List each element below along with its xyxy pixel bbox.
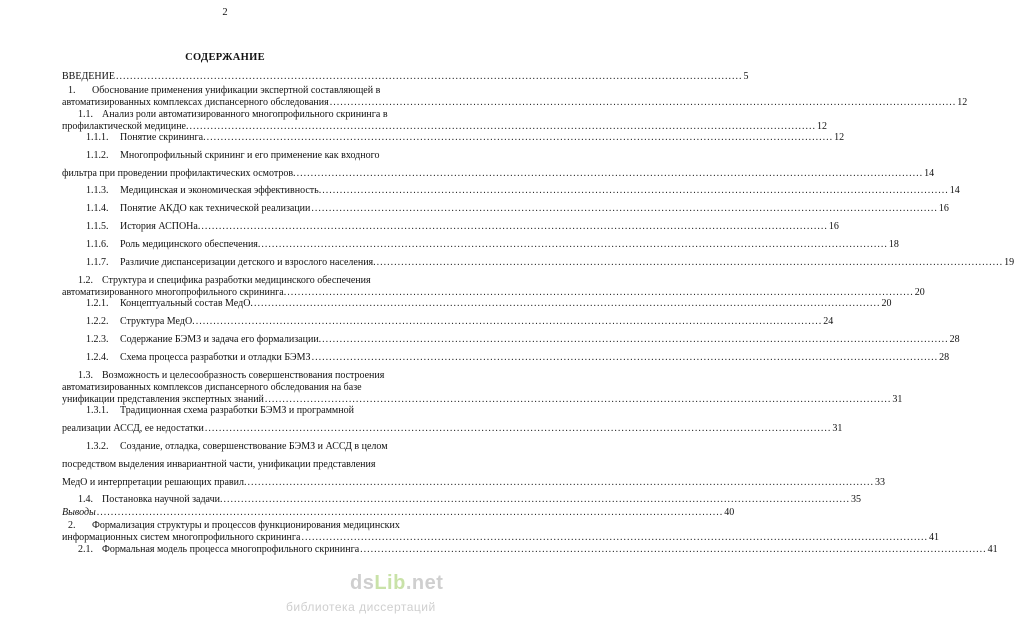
toc-leader-dots: ................................................................................................................................................................................... [311, 203, 938, 214]
watermark [286, 572, 446, 620]
toc-leader-dots: ................................................................................................................................................................................... [115, 71, 743, 82]
toc-entry-page: 28 [949, 334, 960, 345]
toc-entry-text: Постановка научной задачи. [102, 494, 223, 505]
toc-line [102, 544, 998, 555]
toc-leader-dots: ................................................................................................................................................................................... [376, 257, 1004, 268]
toc-entry-text: Медицинская и экономическая эффективность. [120, 185, 322, 196]
toc-entry-page: 20 [914, 287, 925, 298]
toc-entry-text-continued: посредством выделения инвариантной части, унификации представления [62, 459, 376, 470]
toc-leader-dots: ................................................................................................................................................................................... [247, 477, 874, 488]
toc-leader-dots: ................................................................................................................................................................................... [301, 532, 928, 543]
toc-entry-text: автоматизированного многопрофильного скрининга. [62, 287, 287, 298]
toc-entry-text: Схема процесса разработки и отладки БЭМЗ [120, 352, 311, 363]
page-number: 2 [222, 7, 228, 18]
toc-entry-text: Различие диспансеризации детского и взрослого населения. [120, 257, 376, 268]
toc-entry-page: 31 [832, 423, 843, 434]
toc-entry-text: унификации представления экспертных знаний [62, 394, 264, 405]
toc-entry-page: 5 [743, 71, 749, 82]
page-title: СОДЕРЖАНИЕ [185, 52, 265, 63]
toc-entry-number: 2. [68, 520, 76, 531]
toc-entry-text: Формализация структуры и процессов функционирования медицинских [92, 520, 400, 531]
toc-entry-page: 14 [949, 185, 960, 196]
toc-line [62, 71, 749, 82]
toc-line [120, 298, 892, 309]
toc-entry-page: 40 [724, 507, 735, 518]
toc-entry-number: 1.2.3. [86, 334, 109, 345]
toc-entry-page: 31 [892, 394, 903, 405]
toc-entry-page: 12 [834, 132, 845, 143]
toc-entry-page: 19 [1004, 257, 1014, 268]
toc-entry-page: 35 [850, 494, 861, 505]
toc-leader-dots: ................................................................................................................................................................................... [329, 97, 957, 108]
toc-entry-text: Выводы [62, 507, 96, 518]
toc-leader-dots: ................................................................................................................................................................................... [296, 168, 924, 179]
toc-entry-page: 28 [939, 352, 950, 363]
toc-leader-dots: ................................................................................................................................................................................... [189, 121, 816, 132]
toc-entry-text: Содержание БЭМЗ и задача его формализации. [120, 334, 322, 345]
toc-entry-text: Роль медицинского обеспечения. [120, 239, 261, 250]
toc-entry-number: 1.1.7. [86, 257, 109, 268]
toc-line [62, 423, 843, 434]
toc-entry-text: Структура МедО. [120, 316, 195, 327]
toc-entry-page: 12 [816, 121, 827, 132]
toc-entry-text: автоматизированных комплексах диспансерного обследования [62, 97, 329, 108]
toc-entry-number: 1.1.6. [86, 239, 109, 250]
toc-leader-dots: ................................................................................................................................................................................... [360, 544, 987, 555]
toc-entry-number: 1.3. [78, 370, 93, 381]
toc-entry-text: История АСПОНа. [120, 221, 201, 232]
toc-entry-page: 16 [828, 221, 839, 232]
toc-line [120, 221, 839, 232]
toc-entry-text-continued: автоматизированных комплексов диспансерного обследования на базе [62, 382, 362, 393]
toc-entry-page: 14 [924, 168, 935, 179]
watermark-logo-tld: .net [405, 572, 444, 594]
toc-entry-text: ВВЕДЕНИЕ [62, 71, 115, 82]
toc-line [62, 168, 935, 179]
toc-entry-number: 1. [68, 85, 76, 96]
toc-entry-page: 24 [823, 316, 834, 327]
watermark-logo [350, 572, 443, 595]
toc-leader-dots: ................................................................................................................................................................................... [311, 352, 939, 363]
toc-entry-text: Создание, отладка, совершенствование БЭМЗ и АССД в целом [120, 441, 388, 452]
toc-leader-dots: ................................................................................................................................................................................... [322, 334, 949, 345]
toc-entry-text: Многопрофильный скрининг и его применение как входного [120, 150, 380, 161]
toc-line [120, 203, 949, 214]
toc-entry-text: Структура и специфика разработки медицинского обеспечения [102, 275, 371, 286]
toc-entry-number: 1.4. [78, 494, 93, 505]
toc-entry-text: Возможность и целесообразность совершенствования построения [102, 370, 385, 381]
toc-entry-number: 1.2.1. [86, 298, 109, 309]
toc-line [120, 257, 1014, 268]
toc-entry-text: Понятие скрининга. [120, 132, 206, 143]
toc-line [120, 132, 845, 143]
watermark-subtitle: библиотека диссертаций [286, 600, 436, 614]
toc-entry-text: информационных систем многопрофильного скрининга [62, 532, 301, 543]
toc-entry-page: 33 [874, 477, 885, 488]
toc-leader-dots: ................................................................................................................................................................................... [287, 287, 914, 298]
toc-line [62, 97, 968, 108]
toc-entry-number: 1.3.2. [86, 441, 109, 452]
toc-entry-page: 41 [987, 544, 998, 555]
toc-line [120, 316, 834, 327]
toc-entry-number: 1.1. [78, 109, 93, 120]
toc-entry-number: 1.1.5. [86, 221, 109, 232]
toc-entry-number: 1.2.4. [86, 352, 109, 363]
toc-entry-text: реализации АССД, ее недостатки [62, 423, 204, 434]
toc-entry-number: 1.1.3. [86, 185, 109, 196]
toc-line [120, 185, 960, 196]
toc-leader-dots: ................................................................................................................................................................................... [201, 221, 828, 232]
toc-leader-dots: ................................................................................................................................................................................... [195, 316, 823, 327]
toc-entry-text: фильтра при проведении профилактических осмотров. [62, 168, 296, 179]
toc-entry-text: профилактической медицине. [62, 121, 189, 132]
toc-leader-dots: ................................................................................................................................................................................... [253, 298, 881, 309]
toc-entry-number: 1.1.1. [86, 132, 109, 143]
toc-leader-dots: ................................................................................................................................................................................... [261, 239, 888, 250]
toc-entry-page: 16 [938, 203, 949, 214]
toc-entry-page: 12 [957, 97, 968, 108]
toc-entry-number: 1.2.2. [86, 316, 109, 327]
toc-entry-number: 1.1.4. [86, 203, 109, 214]
watermark-logo-ds: ds [350, 572, 375, 594]
toc-entry-text: Концептуальный состав МедО. [120, 298, 253, 309]
toc-leader-dots: ................................................................................................................................................................................... [264, 394, 892, 405]
toc-line [120, 334, 960, 345]
toc-entry-number: 2.1. [78, 544, 93, 555]
toc-entry-text: Традиционная схема разработки БЭМЗ и программной [120, 405, 354, 416]
toc-line [62, 394, 903, 405]
toc-entry-text: МедО и интерпретации решающих правил. [62, 477, 247, 488]
toc-entry-page: 20 [881, 298, 892, 309]
toc-leader-dots: ................................................................................................................................................................................... [204, 423, 832, 434]
toc-entry-text: Формальная модель процесса многопрофильного скрининга [102, 544, 360, 555]
toc-line [62, 532, 939, 543]
toc-line [102, 494, 861, 505]
toc-entry-text: Понятие АКДО как технической реализации [120, 203, 311, 214]
toc-line [62, 287, 925, 298]
toc-leader-dots: ................................................................................................................................................................................... [223, 494, 850, 505]
toc-entry-text: Обоснование применения унификации экспертной составляющей в [92, 85, 381, 96]
toc-leader-dots: ................................................................................................................................................................................... [322, 185, 949, 196]
toc-line [120, 352, 950, 363]
toc-line [62, 507, 735, 518]
toc-entry-text: Анализ роли автоматизированного многопрофильного скрининга в [102, 109, 388, 120]
toc-line [62, 477, 885, 488]
toc-leader-dots: ................................................................................................................................................................................... [206, 132, 834, 143]
toc-entry-number: 1.1.2. [86, 150, 109, 161]
toc-line [120, 239, 899, 250]
toc-entry-page: 41 [928, 532, 939, 543]
toc-entry-number: 1.2. [78, 275, 93, 286]
toc-entry-page: 18 [888, 239, 899, 250]
watermark-logo-lib: Lib [374, 572, 406, 594]
toc-leader-dots: ................................................................................................................................................................................... [96, 507, 724, 518]
toc-line [62, 121, 827, 132]
toc-entry-number: 1.3.1. [86, 405, 109, 416]
